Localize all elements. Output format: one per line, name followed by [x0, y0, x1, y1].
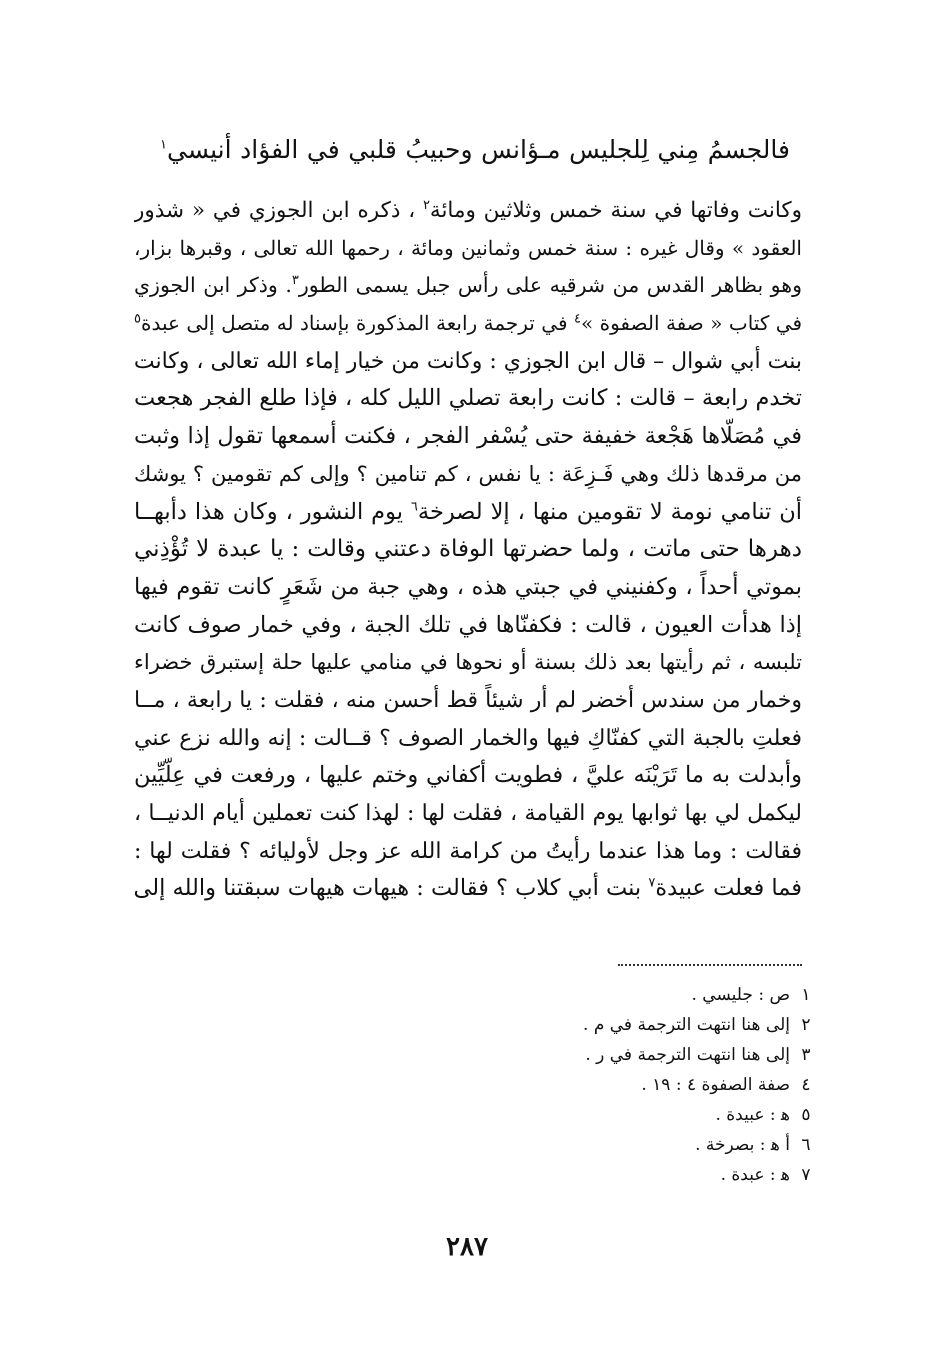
text-line: وكانت وفاتها في سنة خمس وثلاثين ومائة$^٢$ ، ذكره ابن الجوزي في « شذور: [134, 197, 802, 223]
footnote-marker: ٣: [291, 273, 299, 289]
text-line: في كتاب « صفة الصفوة »$^٤$ في ترجمة رابعة المذكورة بإسناد له متصل إلى عبدة$^٥$: [134, 311, 802, 336]
text-line: أن تنامي نومة لا تقومين منها ، إلا لصرخة$^٦$ يوم النشور ، وكان هذا دأبهــا: [134, 498, 802, 525]
footnote-number: ٢: [801, 1015, 811, 1035]
footnote-number: ٥: [801, 1105, 811, 1125]
footnote-marker: ٦: [410, 499, 418, 514]
text-line: في مُصَلّاها هَجْعة خفيفة حتى يُسْفر الفجر ، فكنت أسمعها تقول إذا وثبت: [134, 423, 802, 450]
text-line: بنت أبي شوال – قال ابن الجوزي : وكانت من خيار إماء الله تعالى ، وكانت: [134, 348, 802, 374]
footnote-item: [502, 1010, 822, 1040]
footnote-marker: ٧: [648, 875, 656, 891]
poem-verse: [160, 130, 790, 170]
text-line: إذا هدأت العيون ، قالت : فكفنّاها في تلك الجبة ، وفي خمار صوف كانت: [134, 611, 802, 638]
text-line: بموتي أحداً ، وكفنيني في جبتي هذه ، وهي جبة من شَعَرٍ كانت تقوم فيها: [134, 573, 802, 600]
footnote-number: ٦: [801, 1135, 811, 1155]
footnote-text: ﻫ : عبيدة .: [715, 1105, 790, 1125]
text-line: ليكمل لي بها ثوابها يوم القيامة ، فقلت لها : لهذا كنت تعملين أيام الدنيــا ،: [134, 801, 802, 826]
footnote-text: ﻫ : عبدة .: [720, 1165, 790, 1185]
footnote-item: [502, 1100, 822, 1130]
text-line: وخمار من سندس أخضر لم أر شيئاً قط أحسن منه ، فقلت : يا رابعة ، مــا: [134, 687, 802, 713]
footnote-marker: ٥: [134, 311, 141, 327]
footnote-marker: ٢: [422, 197, 430, 213]
footnote-item: [502, 1070, 822, 1100]
text-line: من مرقدها ذلك وهي فَـزِعَة : يا نفس ، كم تنامين ؟ وإلى كم تقومين ؟ يوشك: [134, 461, 802, 486]
page-number: ٢٨٧: [446, 1232, 488, 1262]
text-line: فقالت : وما هذا عندما رأيتُ من كرامة الله عز وجل لأوليائه ؟ فقلت لها :: [134, 838, 802, 864]
text-line: تلبسه ، ثم رأيتها بعد ذلك بسنة أو نحوها في منامي عليها حلة إستبرق خضراء: [134, 650, 802, 675]
footnote-item: [502, 1160, 822, 1190]
text-line: فما فعلت عبيدة$^٧$ بنت أبي كلاب ؟ فقالت : هيهات هيهات سبقتنا والله إلى: [134, 875, 802, 902]
body-paragraph: [134, 192, 802, 908]
footnote-text: إلى هنا انتهت الترجمة في ر .: [585, 1045, 790, 1065]
text-line: دهرها حتى ماتت ، ولما حضرتها الوفاة دعتني وقالت : يا عبدة لا تُؤْذِني: [134, 536, 802, 563]
footnote-text: إلى هنا انتهت الترجمة في م .: [583, 1015, 790, 1035]
text-line: تخدم رابعة – قالت : كانت رابعة تصلي الليل كله ، فإذا طلع الفجر هجعت: [134, 385, 802, 412]
footnote-item: [502, 1040, 822, 1070]
text-line: وهو بظاهر القدس من شرقيه على رأس جبل يسمى الطور$^٣$. وذكر ابن الجوزي: [134, 273, 802, 298]
footnote-text: ص : جليسي .: [691, 985, 790, 1005]
footnote-marker: ٤: [573, 311, 581, 327]
verse-text: فالجسمُ مِني لِلجليس مـؤانس وحبيبُ قلبي في الفؤاد أنيسي: [166, 135, 790, 164]
footnote-text: صفة الصفوة ٤ : ١٩ .: [641, 1075, 790, 1095]
footnote-item: [502, 980, 822, 1010]
text-line: وأبدلت به ما تَرَيْنَه عليَّ ، فطويت أكفاني وختم عليها ، ورفعت في عِلّيِّين: [134, 762, 802, 789]
footnote-number: ٧: [801, 1165, 811, 1185]
footnote-item: [502, 1130, 822, 1160]
footnotes: [502, 980, 822, 1190]
footnote-marker: ١: [160, 137, 167, 153]
footnote-text: أ ﻫ : بصرخة .: [695, 1135, 790, 1155]
text-line: العقود » وقال غيره : سنة خمس وثمانين ومائة ، رحمها الله تعالى ، وقبرها بزار،: [134, 235, 802, 260]
footnote-separator: [618, 964, 802, 966]
footnote-number: ٣: [801, 1045, 811, 1065]
text-line: فعلتِ بالجبة التي كفنّاكِ فيها والخمار الصوف ؟ قــالت : إنه والله نزع عني: [134, 725, 802, 751]
footnote-number: ٤: [801, 1075, 811, 1095]
footnote-number: ١: [801, 985, 811, 1005]
